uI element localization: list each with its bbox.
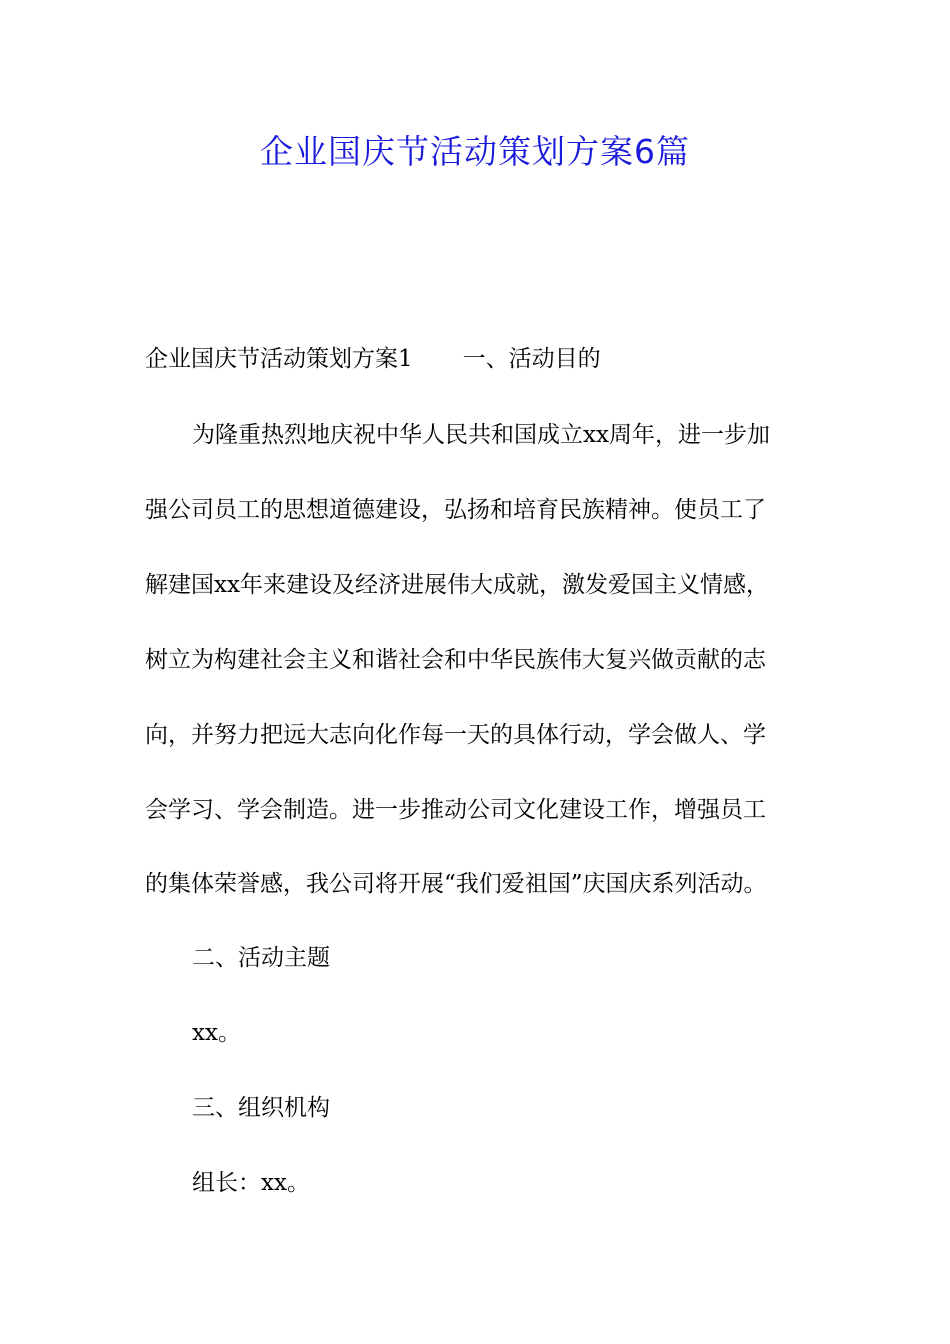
paragraph-line: 的集体荣誉感，我公司将开展“我们爱祖国”庆国庆系列活动。 [145,871,767,897]
paragraph-line: 树立为构建社会主义和谐社会和中华民族伟大复兴做贡献的志 [145,647,766,673]
item2-heading: 二、活动主题 [192,945,330,971]
paragraph-line: 强公司员工的思想道德建设，弘扬和培育民族精神。使员工了 [145,497,766,523]
section-heading: 企业国庆节活动策划方案1 [145,346,413,372]
document-title: 企业国庆节活动策划方案6篇 [260,132,690,171]
paragraph-line: 为隆重热烈地庆祝中华人民共和国成立xx周年，进一步加 [192,422,770,448]
item3-text: 组长：xx。 [192,1170,310,1196]
item3-heading: 三、组织机构 [192,1095,330,1121]
paragraph-line: 解建国xx年来建设及经济进展伟大成就，激发爱国主义情感， [145,572,769,598]
section-heading-line [145,341,810,377]
paragraph-line: 会学习、学会制造。进一步推动公司文化建设工作，增强员工 [145,797,766,823]
paragraph-line: 向，并努力把远大志向化作每一天的具体行动，学会做人、学 [145,722,766,748]
item2-text: xx。 [192,1020,241,1046]
item1-heading: 一、活动目的 [462,346,601,372]
